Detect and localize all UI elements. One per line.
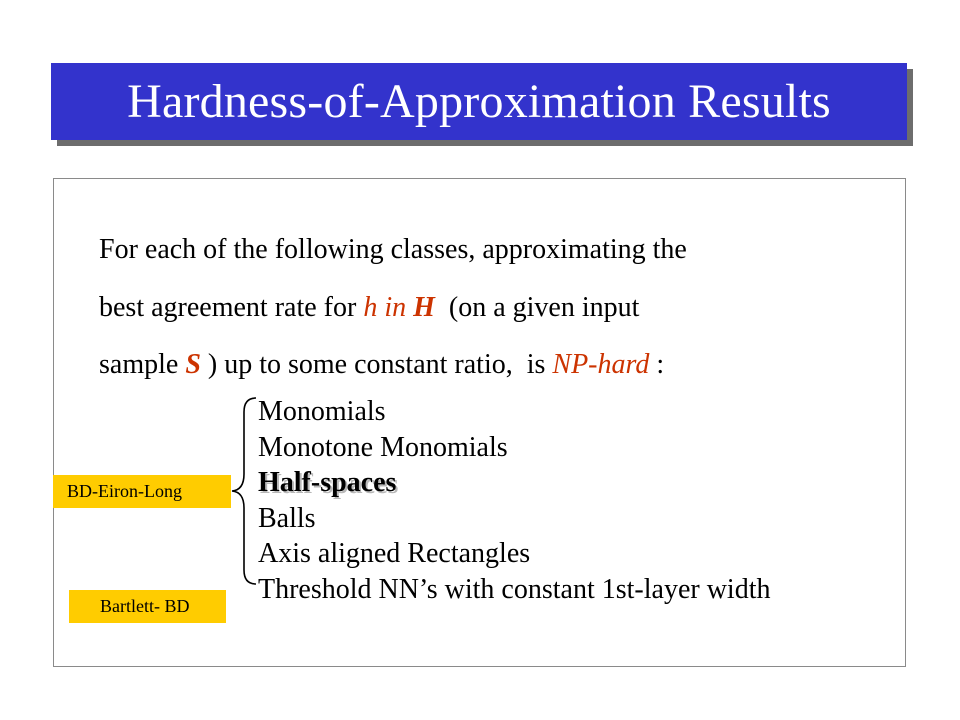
citation-badge-bd-eiron-long [53, 475, 231, 508]
class-item: Threshold NN’s with constant 1st-layer width [258, 573, 771, 605]
title-bar [51, 63, 907, 140]
citation-badge-bartlett-bd [69, 590, 226, 623]
intro-line-2-lead: best agreement rate for [99, 292, 364, 323]
citation-label: Bartlett- BD [100, 596, 190, 616]
class-item: Monotone Monomials [258, 431, 508, 463]
sample-symbol-S: S [185, 349, 201, 380]
class-item: Monomials [258, 396, 386, 427]
intro-line-1-text: For each of the following classes, approximating the [99, 234, 687, 265]
slide-title: Hardness-of-Approximation Results [127, 75, 831, 128]
intro-line-3-tail: : [649, 349, 665, 380]
left-brace-icon [228, 396, 258, 586]
hypothesis-term: h in [363, 292, 414, 323]
citation-label: BD-Eiron-Long [67, 481, 182, 501]
class-item-highlighted: Half-spaces [258, 467, 397, 498]
class-item: Balls [258, 502, 316, 534]
class-list [258, 394, 770, 607]
np-hard-term: NP-hard [552, 349, 650, 380]
intro-line-3-mid: ) up to some constant ratio, is [200, 349, 553, 380]
intro-line-2-tail: (on a given input [434, 292, 640, 323]
intro-line-2 [99, 292, 639, 324]
intro-line-3-lead: sample [99, 349, 186, 380]
intro-line-1 [99, 234, 687, 266]
intro-line-3 [99, 349, 664, 381]
class-item: Axis aligned Rectangles [258, 538, 531, 569]
class-symbol-H: H [413, 292, 435, 323]
